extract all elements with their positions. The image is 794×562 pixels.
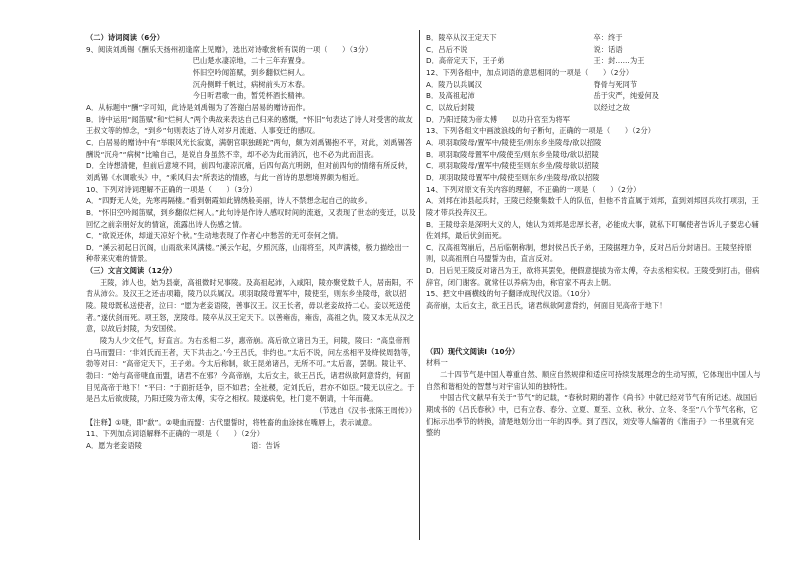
section-poetry-heading: （二）诗词阅读（6分）: [86, 33, 164, 42]
option-text: B．陵卒从汉王定天下: [426, 33, 497, 42]
q9-option-b: B．诗中运用“闻笛赋”和“烂柯人”两个典故来表达自己归来的感慨，“怀旧”句表达了诗人对受害的故友王叔文等的悼念，“到乡”句则表达了诗人对岁月流逝、人事变迁的感叹。: [86, 114, 413, 136]
q11-option-d: [426, 55, 761, 67]
q10-option-c: C．“欲说还休，却道天凉好个秋。”生动地表现了作者心中愁苦的无可奈何之情。: [86, 231, 343, 241]
option-text: A．陵乃以兵属汉: [426, 79, 483, 89]
right-column: [426, 32, 761, 439]
q12-option-a: [426, 79, 761, 91]
q10-option-b: B．“怀旧空吟闻笛赋，到乡翻似烂柯人。”此句诗是作诗人感叹时间的流逝，又表现了世态的变迁，以及回忆之前亲朋好友的情谊，流露出诗人伤感之情。: [86, 207, 416, 229]
option-text: B．及高祖起沛: [426, 91, 475, 101]
option-gloss: 脊骨与死同节: [593, 79, 638, 89]
poem-line: 怀旧空吟闻笛赋，到乡翻似烂柯人。: [192, 67, 310, 77]
q14-option-a: A．刘邦在沛县起兵时，王陵已经聚集数千人的队伍，但他不肯直属于刘邦，直到刘邦回兵攻打项羽，王陵才带兵投奔汉王。: [426, 196, 759, 217]
q13-option-c: C．项羽取陵母/置军中/陵使至则东乡坐/陵母欲以招陵: [426, 161, 600, 171]
q10-option-a: A．“四野无人处，先寒再隔棲。”看到朝霞如此锦绣般美丽，诗人不禁想念起自己的故乡。: [86, 196, 372, 206]
left-column: [86, 32, 416, 452]
q11-option-a: [86, 440, 416, 452]
material-paragraph: 二十四节气是中国人尊重自然、顺应自然规律和适应可持续发展理念的生动写照，它体现出中国人与自然和谐相处的智慧与对宇宙认知的独特性。: [426, 370, 761, 391]
q14-option-b: B．王陵母亲是深明大义的人，她认为刘邦是忠厚长者，必能成大事，就私下叮嘱使者告诉儿子要忠心辅佐刘邦，最后伏剑而死。: [426, 219, 759, 241]
q11-option-c: [426, 44, 761, 56]
annotation-note: 【注释】①啑，即“歃”。②啑血而盟：古代盟誓时，将牲畜的血涂抹在嘴唇上，表示诚意。: [86, 417, 377, 427]
option-gloss: 王：封……为王: [593, 56, 645, 66]
option-gloss: 岳于灾严，纯爱何及: [593, 91, 660, 101]
option-gloss: 卒：终于: [593, 33, 623, 42]
passage-paragraph: 陵为人少文任气，好直言。为右丞相二岁，惠帝崩。高后欲立诸吕为王，问陵，陵曰：“高皇帝刑白马而盟曰：‘非刘氏而王者，天下共击之。’今王吕氏，非约也。”太后不说，问左丞相平及绛侯周勃等，勃等对曰：“高帝定天下，王子弟。今太后称制，欲王昆弟诸吕，无所不可。”太后喜，罢朝。陵让平、勃曰：“始与高帝啑血而盟，诸君不在邪？今高帝崩，太后女主，欲王吕氏，诸君纵欲阿意背约，何面目见高帝于地下！”平曰：“于面折廷争，臣不如君；全社稷，定刘氏后，君亦不如臣。”陵无以应之。于是吕太后欲废陵，乃阳迁陵为帝太傅，实夺之相权。陵遂病免，杜门竟不朝请，十年而薨。: [86, 336, 416, 404]
question-13: 13、下列各组文中画波浪线的句子断句，正确的一项是（ ）（2分）: [426, 126, 656, 136]
q12-option-b: [426, 90, 761, 102]
question-10: 10、下列对诗词理解不正确的一项是（ ）（3分）: [86, 184, 257, 194]
q9-option-d: D．全诗想清健，但前后意境不同，前四句凄凉沉痛，后四句高亢明朗，但对前四句的情绪有所反转，刘禹锡《水调歌头》中，“乘风归去”所表达的情感，与此一首诗的思想境界颇为相近。: [86, 161, 413, 182]
answer-space: [426, 312, 761, 346]
poem-line: 巴山楚水凄凉地，二十三年弃置身。: [192, 56, 310, 66]
section-classical-heading: （三）文言文阅读（12分）: [86, 266, 177, 276]
q12-option-c: [426, 102, 761, 114]
poem-line: 沉舟侧畔千帆过，病树前头万木春。: [192, 79, 310, 89]
q15-sentence: 高帝崩，太后女主，欲王吕氏，诸君纵欲阿意背约，何面目见高帝于地下！: [426, 301, 667, 311]
option-gloss: 以经过之故: [593, 102, 630, 112]
option-gloss: 语：告诉: [251, 440, 281, 450]
q9-option-a: A．从标题中“酬”字可知，此诗是刘禹锡为了答谢白居易的赠诗而作。: [86, 102, 311, 112]
option-text: C．以故后封陵: [426, 102, 475, 112]
material-one-label: 材料一: [426, 358, 448, 368]
q13-option-d: D．项羽取陵母置军中/陵使至则东乡/坐陵母/欲以招陵: [426, 172, 600, 182]
option-text: A．愿为老妾语陵: [86, 440, 143, 450]
q13-option-a: A．项羽取陵母/置军中/陵使至/则东乡坐陵母/欲以招陵: [426, 137, 602, 147]
passage-paragraph: 王陵，沛人也，始为县豪，高祖微时兄事陵。及高祖起沛，入咸阳，陵亦聚党数千人，居南阳，不肯从沛公。及汉王之还击项籍，陵乃以兵属汉。项羽取陵母置军中，陵使至，则东乡坐陵母，欲以招陵。陵母既私送使者，泣曰：“愿为老妾语陵，善事汉王。汉王长者，毋以老妾故持二心。妾以死送使者。”遂伏剑而死。项王怒，烹陵母。陵卒从汉王定天下。以善雍齿，雍齿，高祖之仇，陵又本无从汉之意，以故后封陵，为安国侯。: [86, 277, 415, 334]
q10-option-d: D．“溪云初起日沉阁，山雨欲来风满楼。”溪云乍起，夕照沉落，山雨将至，风声满楼，极力描绘出一种带来灾难的情景。: [86, 242, 410, 264]
option-text: C．吕后不说: [426, 44, 468, 54]
option-gloss: 说：话语: [593, 44, 623, 54]
section-modern-reading-heading: （四）现代文阅读Ⅰ（10分）: [426, 346, 520, 356]
question-15: 15、把文中画横线的句子翻译成现代汉语。（10分）: [426, 289, 595, 299]
question-12: 12、下列各组中，加点词语的意思相同的一项是（ ）（2分）: [426, 67, 634, 77]
q13-option-b: B．项羽取陵母置军中/陵使至/则东乡坐陵母/欲以招陵: [426, 149, 599, 159]
poem: [86, 55, 416, 102]
material-paragraph: 中国古代文献早有关于“节气”的记载，“春秋时期的著作《尚书》中就已经对节气有所记述。战国后期成书的《吕氏春秋》中，已有立春、春分、立夏、夏至、立秋、秋分、立冬、冬至”八个节气名称，它们标示出季节的转换，清楚地划分出一年的四季。到了西汉，刘安等人编著的《淮南子》一书里就有完整的: [426, 393, 758, 438]
q12-option-d: D．乃阳迁陵为帝太傅 以功升官至为将军: [426, 114, 571, 124]
question-14: 14、下列对原文有关内容的理解，不正确的一项是（ ）（2分）: [426, 184, 641, 194]
passage-source: （节选自《汉书·张陈王周传》）: [315, 406, 416, 415]
q14-option-c: C．汉高祖驾崩后，吕后临朝称制，想封侯吕氏子弟，王陵据理力争，反对吕后分封诸吕。王陵坚持原则，以高祖刑白马盟誓为由，直言反对。: [426, 242, 752, 264]
poem-line: 今日听君歌一曲，暂凭杯酒长精神。: [192, 91, 310, 101]
column-divider: [419, 30, 420, 540]
q11-option-b: [426, 32, 761, 44]
q14-option-d: D．吕后见王陵反对诸吕为王，欲将其罢免，便假意提拔为帝太傅，夺去丞相实权。王陵受到打击，借病辞官，闭门谢客。就常任以养病为由，称官家不再去上朝。: [426, 266, 760, 287]
q9-option-c: C．白居易的赠诗中有“举眼风光长寂寞，满朝官职独蹉跎”两句，颇为刘禹锡抱不平，对此，刘禹锡答酬说“沉舟”“病树”比喻自己，是说自身虽然不幸，却不必为此而消沉，也不必为此而沮丧。: [86, 137, 413, 159]
option-text: D．高帝定天下，王子弟: [426, 56, 505, 66]
question-9: 9、阅读刘禹锡《酬乐天扬州初逢席上见赠》，选出对诗歌赏析有误的一项（ ）（3分）: [86, 44, 373, 54]
question-11: 11、下列加点词语解释不正确的一项是（ ）（2分）: [86, 429, 265, 439]
